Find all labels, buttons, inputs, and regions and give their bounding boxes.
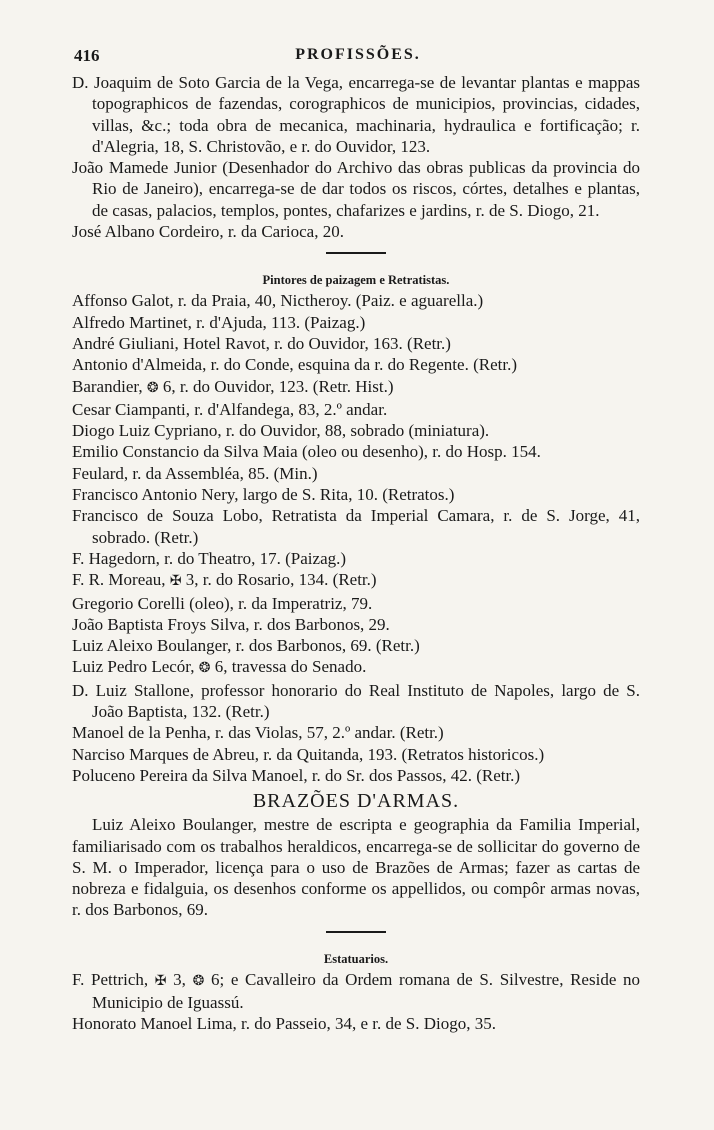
listing-entry: Francisco de Souza Lobo, Retratista da Imperial Camara, r. de S. Jorge, 41, sobrado. (Retr.) bbox=[72, 506, 640, 547]
cross-insignia-icon: ✠ bbox=[169, 574, 182, 590]
page-number: 416 bbox=[74, 46, 100, 65]
order-insignia-icon: ❂ bbox=[198, 661, 211, 677]
section-divider bbox=[326, 252, 386, 254]
listing-entry: D. Luiz Stallone, professor honorario do Real Instituto de Napoles, largo de S. João Baptista, 132. (Retr.) bbox=[72, 680, 640, 722]
page-header bbox=[74, 46, 642, 70]
listing-entry: Narciso Marques de Abreu, r. da Quitanda, 193. (Retratos historicos.) bbox=[72, 744, 545, 764]
listing-entry: José Albano Cordeiro, r. da Carioca, 20. bbox=[72, 222, 344, 242]
listing-entry: André Giuliani, Hotel Ravot, r. do Ouvidor, 163. (Retr.) bbox=[72, 333, 451, 353]
listing-entry: Antonio d'Almeida, r. do Conde, esquina da r. do Regente. (Retr.) bbox=[72, 355, 517, 375]
section-heading-brazoes: BRAZÕES D'ARMAS. bbox=[252, 790, 460, 813]
listing-entry: Barandier, ❂ 6, r. do Ouvidor, 123. (Retr. Hist.) bbox=[72, 376, 394, 396]
listing-entry: Feulard, r. da Assembléa, 85. (Min.) bbox=[72, 463, 318, 483]
listing-entry: F. Hagedorn, r. do Theatro, 17. (Paizag.) bbox=[72, 548, 347, 568]
page-body bbox=[72, 72, 640, 1035]
section-divider bbox=[326, 931, 386, 933]
listing-entry: Affonso Galot, r. da Praia, 40, Nictheroy. (Paiz. e aguarella.) bbox=[72, 291, 484, 311]
listing-entry: Luiz Aleixo Boulanger, r. dos Barbonos, 69. (Retr.) bbox=[72, 636, 420, 656]
brazoes-paragraph: Luiz Aleixo Boulanger, mestre de escripta e geographia da Familia Imperial, familiarisado com os trabalhos heraldicos, encarrega-se de sollicitar do governo de S. M. o Imperador, licença para o uso de Brazões de Armas; fazer as cartas de nobreza e fidalguia, os desenhos conforme os appellidos, ou compôr armas novas, r. dos Barbonos, 69. bbox=[72, 815, 640, 920]
listing-entry: Cesar Ciampanti, r. d'Alfandega, 83, 2.º andar. bbox=[72, 399, 388, 419]
section-heading-estatuarios: Estatuarios. bbox=[323, 951, 389, 966]
listing-entry: Poluceno Pereira da Silva Manoel, r. do Sr. dos Passos, 42. (Retr.) bbox=[72, 765, 521, 785]
order-insignia-icon: ❂ bbox=[192, 973, 205, 989]
order-insignia-icon: ❂ bbox=[146, 380, 159, 396]
listing-entry: F. Pettrich, ✠ 3, ❂ 6; e Cavalleiro da Ordem romana de S. Silvestre, Reside no Municipio de Iguassú. bbox=[72, 969, 641, 1012]
listing-entry: Manoel de la Penha, r. das Violas, 57, 2.º andar. (Retr.) bbox=[72, 723, 444, 743]
listing-entry: F. R. Moreau, ✠ 3, r. do Rosario, 134. (Retr.) bbox=[72, 570, 377, 590]
listing-entry: Luiz Pedro Lecór, ❂ 6, travessa do Senado. bbox=[72, 657, 367, 677]
listing-entry: D. Joaquim de Soto Garcia de la Vega, encarrega-se de levantar plantas e mappas topographicos de fazendas, corographicos de municipios, provincias, cidades, villas, &c.; toda obra de mecanica, machinaria, hydraulica e fortificação; r. d'Alegria, 18, S. Christovão, e r. do Ouvidor, 123. bbox=[72, 73, 640, 156]
listing-entry: Diogo Luiz Cypriano, r. do Ouvidor, 88, sobrado (miniatura). bbox=[72, 421, 490, 441]
cross-insignia-icon: ✠ bbox=[154, 973, 167, 989]
listing-entry: João Baptista Froys Silva, r. dos Barbonos, 29. bbox=[72, 614, 390, 634]
listing-entry: Gregorio Corelli (oleo), r. da Imperatriz, 79. bbox=[72, 593, 373, 613]
listing-entry: Francisco Antonio Nery, largo de S. Rita, 10. (Retratos.) bbox=[72, 485, 455, 505]
running-title: PROFISSÕES. bbox=[295, 46, 421, 63]
listing-entry: Emilio Constancio da Silva Maia (oleo ou desenho), r. do Hosp. 154. bbox=[72, 442, 541, 462]
listing-entry: Alfredo Martinet, r. d'Ajuda, 113. (Paizag.) bbox=[72, 312, 366, 332]
listing-entry: João Mamede Junior (Desenhador do Archivo das obras publicas da provincia do Rio de Janeiro), encarrega-se de dar todos os riscos, córtes, detalhes e plantas, de casas, palacios, templos, pontes, chafarizes e jardins, r. de S. Diogo, 21. bbox=[72, 158, 640, 220]
listing-entry: Honorato Manoel Lima, r. do Passeio, 34, e r. de S. Diogo, 35. bbox=[72, 1014, 497, 1034]
section-heading-pintores: Pintores de paizagem e Retratistas. bbox=[262, 273, 450, 288]
